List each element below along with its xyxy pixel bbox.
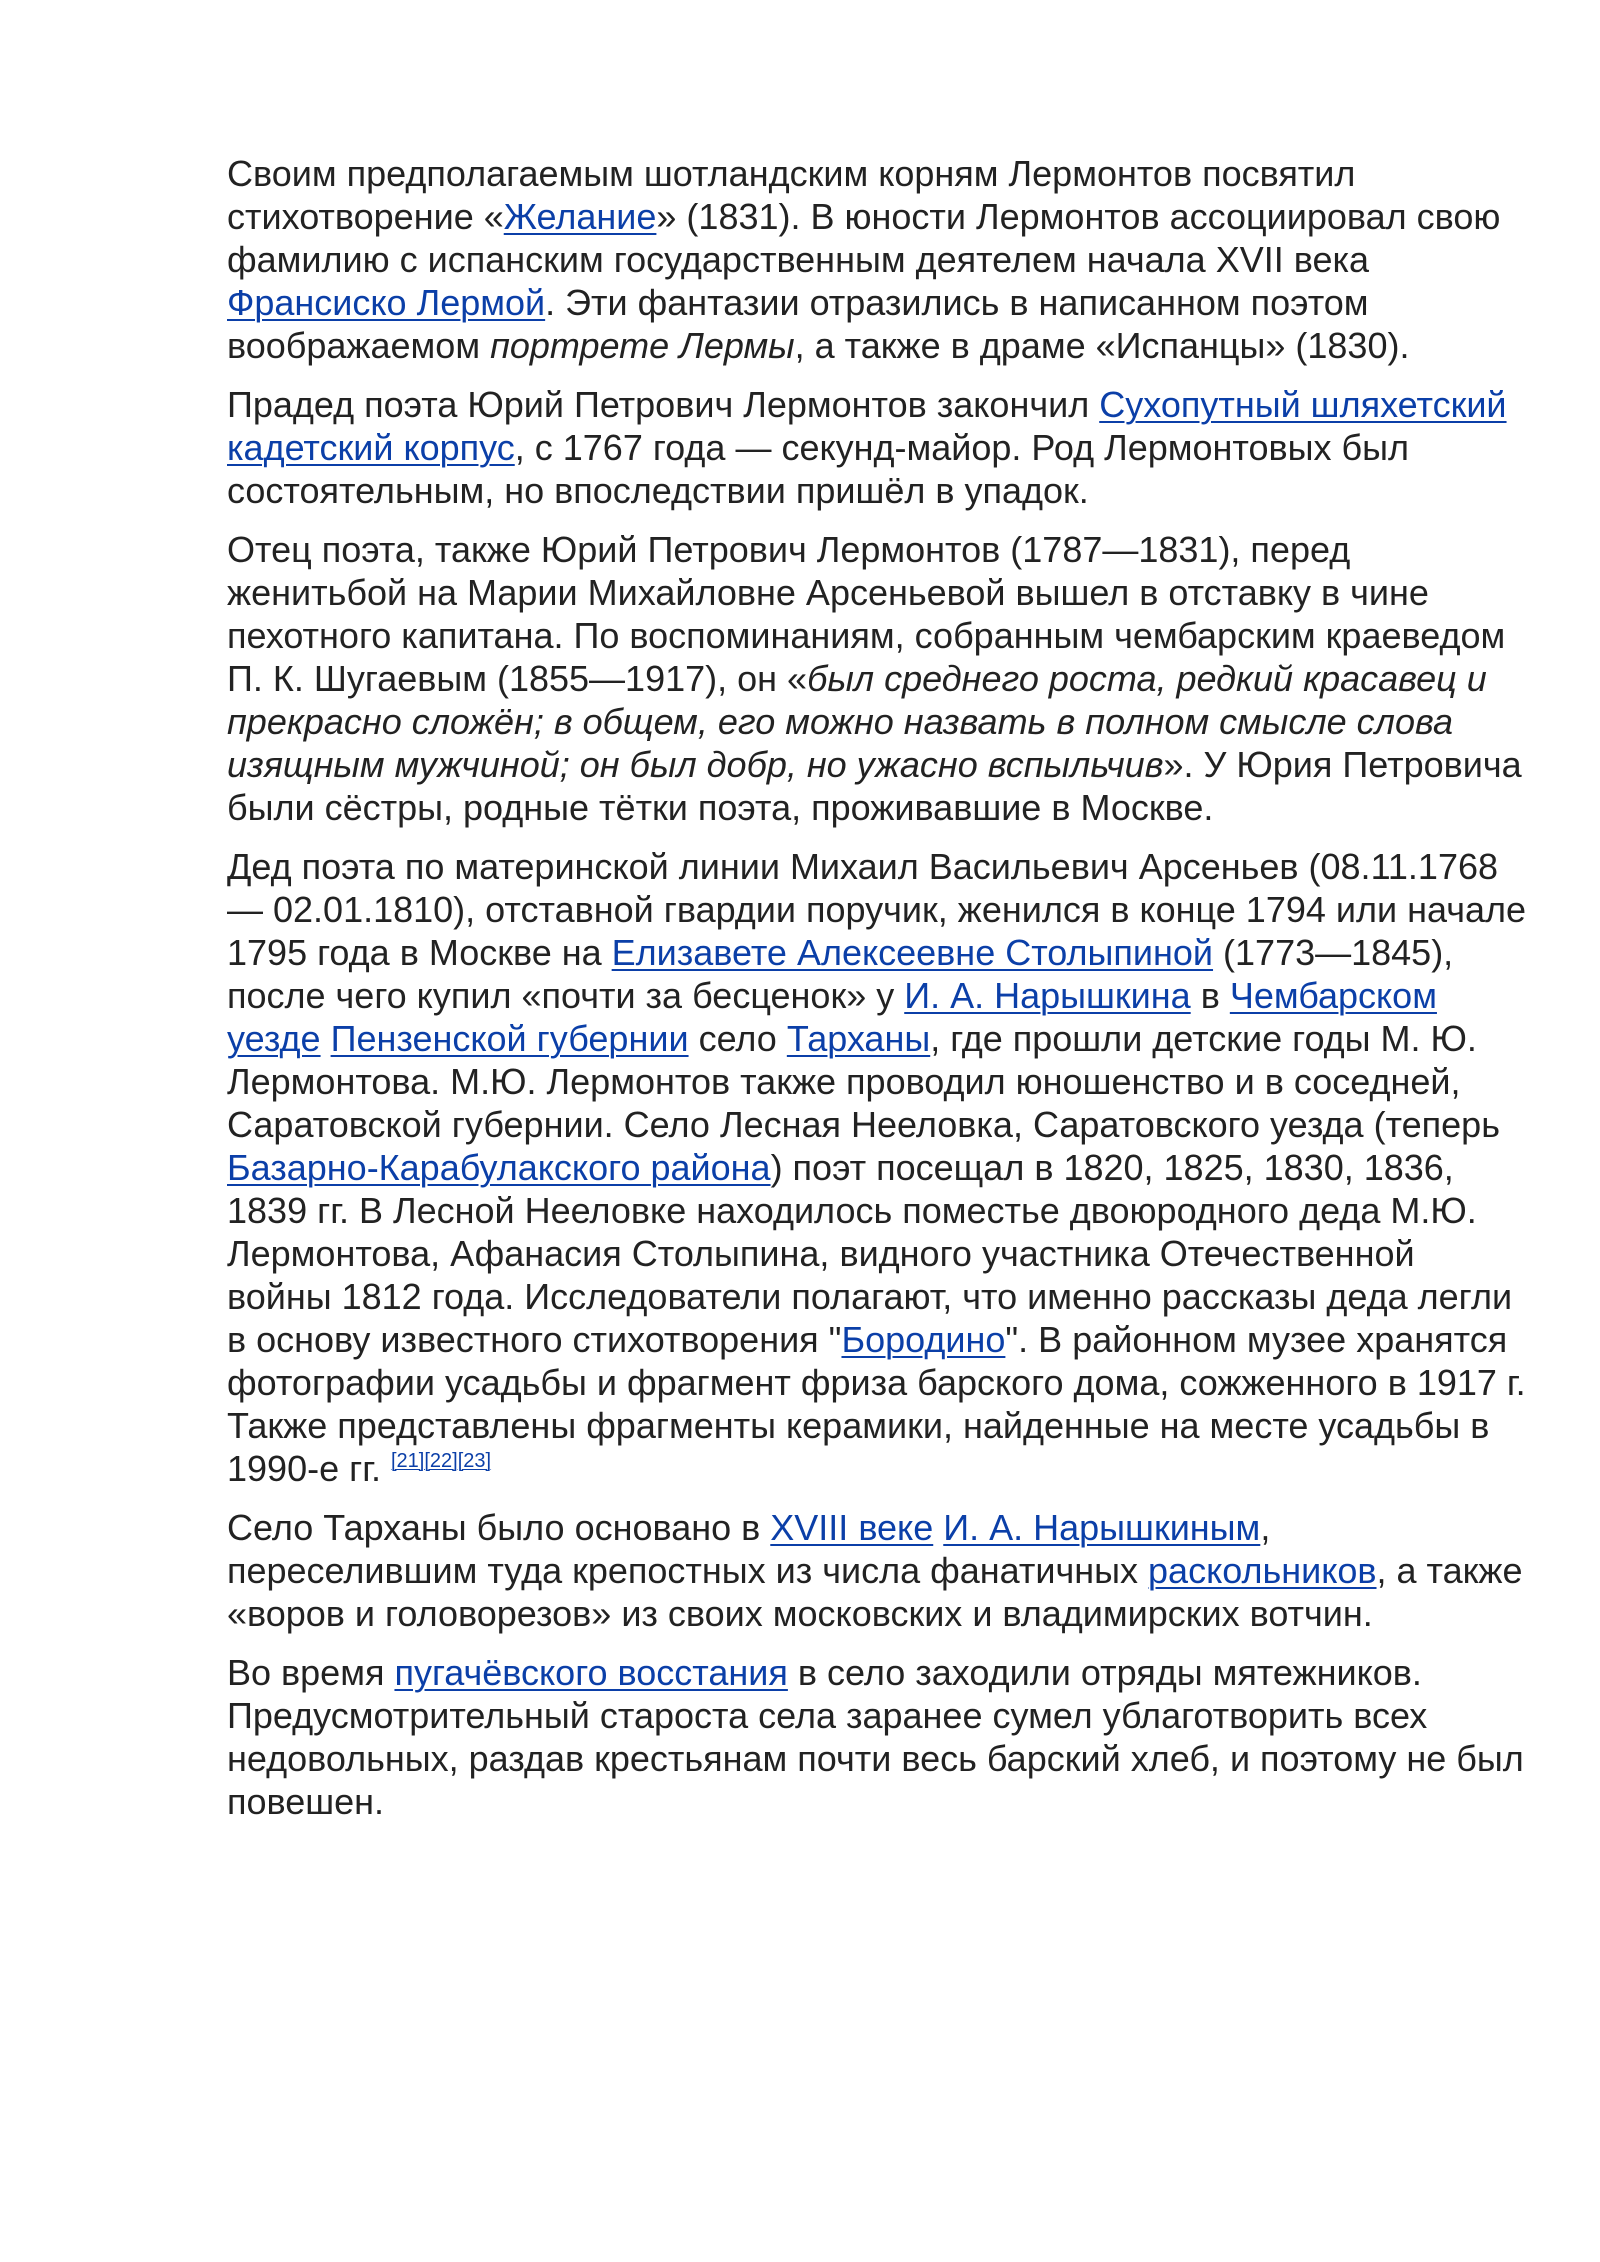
article-body: [227, 152, 1527, 1839]
text-run: , переселившим туда крепостных из числа фанатичных: [227, 1507, 1271, 1591]
text-run: село: [688, 1018, 787, 1059]
text-run: ». У Юрия Петровича были сёстры, родные тётки поэта, проживавшие в Москве.: [227, 744, 1522, 828]
link-borodino[interactable]: Бородино: [841, 1319, 1006, 1360]
text-run: в: [1190, 975, 1230, 1016]
link-naryshkin-2[interactable]: И. А. Нарышкиным: [943, 1507, 1261, 1548]
footnote-link-22[interactable]: [22]: [424, 1450, 458, 1472]
paragraph: [227, 1651, 1527, 1823]
text-run: [933, 1507, 943, 1548]
text-run: , где прошли детские годы М. Ю. Лермонтова. М.Ю. Лермонтов также проводил юношенство и в соседней, Саратовской губернии. Село Лесная Нееловка, Саратовского уезда (теперь: [227, 1018, 1500, 1145]
text-run: Отец поэта, также Юрий Петрович Лермонтов (1787—1831), перед женитьбой на Марии Михайловне Арсеньевой вышел в отставку в чине пехотного капитана. По воспоминаниям, собранным чембарским краеведом П. К. Шугаевым (1855—1917), он «: [227, 529, 1506, 699]
text-run: Во время: [227, 1652, 395, 1693]
link-bazarno-karabulak[interactable]: Базарно-Карабулакского района: [227, 1147, 771, 1188]
text-run: » (1831). В юности Лермонтов ассоциировал свою фамилию с испанским государственным деятелем начала XVII века: [227, 196, 1501, 280]
link-penza-gubernia[interactable]: Пензенской губернии: [330, 1018, 689, 1059]
text-run: , с 1767 года — секунд-майор. Род Лермонтовых был состоятельным, но впоследствии пришёл в упадок.: [227, 427, 1410, 511]
paragraph: [227, 528, 1527, 829]
link-pugachev-uprising[interactable]: пугачёвского восстания: [394, 1652, 788, 1693]
text-run: , а также «воров и головорезов» из своих московских и владимирских вотчин.: [227, 1550, 1523, 1634]
link-cadet-corps[interactable]: Сухопутный шляхетский кадетский корпус: [227, 384, 1507, 468]
link-raskolniki[interactable]: раскольников: [1148, 1550, 1377, 1591]
link-francisco-lerma[interactable]: Франсиско Лермой: [227, 282, 546, 323]
italic-text: портрете Лермы: [490, 325, 795, 366]
text-run: Прадед поэта Юрий Петрович Лермонтов закончил: [227, 384, 1100, 425]
text-run: Своим предполагаемым шотландским корням Лермонтов посвятил стихотворение «: [227, 153, 1356, 237]
link-chembar-uezd[interactable]: Чембарском уезде: [227, 975, 1437, 1059]
paragraph: [227, 845, 1527, 1490]
text-run: . Эти фантазии отразились в написанном поэтом воображаемом: [227, 282, 1369, 366]
footnote-link-21[interactable]: [21]: [390, 1450, 425, 1472]
paragraph: [227, 383, 1527, 512]
footnote-refs: [391, 1450, 491, 1472]
paragraph: [227, 152, 1527, 367]
paragraph: [227, 1506, 1527, 1635]
text-run: ) поэт посещал в 1820, 1825, 1830, 1836, 1839 гг. В Лесной Нееловке находилось поместье двоюродного деда М.Ю. Лермонтова, Афанасия Столыпина, видного участника Отечественной войны 1812 года. Исследователи полагают, что именно рассказы деда легли в основу известного стихотворения ": [227, 1147, 1513, 1360]
link-tarkhany[interactable]: Тарханы: [786, 1018, 931, 1059]
link-naryshkin[interactable]: И. А. Нарышкина: [904, 975, 1191, 1016]
text-run: Село Тарханы было основано в: [227, 1507, 771, 1548]
link-elizaveta-stolypina[interactable]: Елизавете Алексеевне Столыпиной: [611, 932, 1214, 973]
link-18th-century[interactable]: XVIII веке: [770, 1507, 934, 1548]
italic-quote: был среднего роста, редкий красавец и прекрасно сложён; в общем, его можно назвать в полном смысле слова изящным мужчиной; он был добр, но ужасно вспыльчив: [227, 658, 1487, 785]
text-run: (1773—1845), после чего купил «почти за бесценок» у: [227, 932, 1454, 1016]
footnote-link-23[interactable]: [23]: [457, 1450, 492, 1472]
text-run: [321, 1018, 331, 1059]
link-zhelanie[interactable]: Желание: [503, 196, 657, 237]
text-run: ". В районном музее хранятся фотографии усадьбы и фрагмент фриза барского дома, сожженного в 1917 г. Также представлены фрагменты керамики, найденные на месте усадьбы в 1990-е гг.: [227, 1319, 1526, 1489]
text-run: Дед поэта по материнской линии Михаил Васильевич Арсеньев (08.11.1768 — 02.01.1810), отставной гвардии поручик, женился в конце 1794 или начале 1795 года в Москве на: [227, 846, 1527, 973]
text-run: , а также в драме «Испанцы» (1830).: [794, 325, 1410, 366]
text-run: в село заходили отряды мятежников. Предусмотрительный староста села заранее сумел ублаготворить всех недовольных, раздав крестьянам почти весь барский хлеб, и поэтому не был повешен.: [227, 1652, 1524, 1822]
